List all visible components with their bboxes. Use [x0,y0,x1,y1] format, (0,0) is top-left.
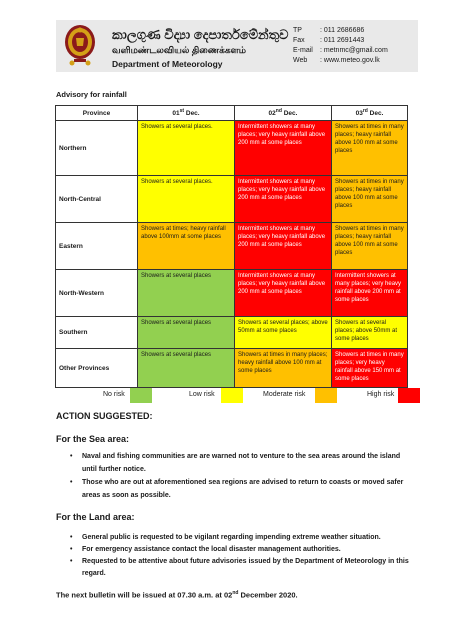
forecast-cell: Intermittent showers at many places; very heavy rainfall above 200 mm at some places [235,121,332,176]
forecast-cell: Intermittent showers at many places; very heavy rainfall above 200 mm at some places [235,223,332,270]
forecast-cell: Showers at several places. [138,121,235,176]
contact-phone: TP : 011 2686686 [293,27,365,34]
list-item: • Those who are out at aforementioned sea regions are advised to return to coasts or moved safer areas as soon as possible. [70,476,415,502]
legend-label-moderate-risk: Moderate risk [263,391,306,398]
column-header-day-3: 03rd Dec. [332,106,408,121]
province-name: North-Central [56,176,138,223]
province-name: North-Western [56,270,138,317]
table-row [56,223,408,270]
forecast-cell: Showers at times in many places; heavy rainfall above 100 mm at some places [332,223,408,270]
forecast-cell: Showers at several places [138,270,235,317]
list-item: • For emergency assistance contact the local disaster management authorities. [70,544,415,556]
forecast-cell: Showers at several places [138,349,235,388]
column-header-day-1: 01st Dec. [138,106,235,121]
legend-label-high-risk: High risk [367,391,395,398]
dept-name-tamil: வளிமண்டலவியல் திணைக்களம் [112,45,247,55]
forecast-cell: Intermittent showers at many places; very heavy rainfall above 200 mm at some places [235,270,332,317]
table-row [56,176,408,223]
table-row [56,317,408,349]
list-item: • Requested to be attentive about future advisories issued by the Department of Meteorology in this regard. [70,556,415,580]
dept-name-sinhala: කාලගුණ විද්‍යා දෙපාර්තමේන්තුව [112,27,289,42]
sri-lanka-emblem-icon [64,24,96,68]
province-name: Southern [56,317,138,349]
contact-fax: Fax : 011 2691443 [293,37,365,44]
forecast-cell: Intermittent showers at many places; very heavy rainfall above 200 mm at some places [235,176,332,223]
land-area-heading: For the Land area: [56,512,135,522]
next-bulletin-note: The next bulletin will be issued at 07.30 a.m. at 02nd December 2020. [56,590,298,600]
table-row [56,349,408,388]
forecast-cell: Showers at several places [138,317,235,349]
list-item: • Naval and fishing communities are are warned not to venture to the sea areas around the island until further notice. [70,450,415,476]
forecast-cell: Showers at times; heavy rainfall above 100mm at some places [138,223,235,270]
forecast-cell: Intermittent showers at many places; very heavy rainfall above 200 mm at some places [332,270,408,317]
forecast-cell: Showers at several places; above 50mm at some places [235,317,332,349]
legend-label-no-risk: No risk [103,391,125,398]
contact-email[interactable]: E-mail : metnmc@gmail.com [293,47,388,54]
contact-block [293,26,388,66]
province-name: Northern [56,121,138,176]
province-name: Other Provinces [56,349,138,388]
contact-web[interactable]: Web : www.meteo.gov.lk [293,57,380,64]
forecast-cell: Showers at times in many places; heavy rainfall above 100 mm at some places [332,121,408,176]
province-name: Eastern [56,223,138,270]
list-item: • General public is requested to be vigilant regarding impending extreme weather situation. [70,532,415,544]
sea-area-heading: For the Sea area: [56,434,130,444]
table-header-row [56,106,408,121]
forecast-cell: Showers at times in many places; heavy rainfall above 100 mm at some places [235,349,332,388]
legend-swatch-low-risk [221,388,243,403]
dept-name-english: Department of Meteorology [112,59,223,69]
table-row [56,121,408,176]
action-heading: ACTION SUGGESTED: [56,411,153,421]
column-header-province: Province [56,106,138,121]
forecast-cell: Showers at several places; above 50mm at some places [332,317,408,349]
legend-swatch-high-risk [398,388,420,403]
forecast-cell: Showers at times in many places; very heavy rainfall above 150 mm at some places [332,349,408,388]
sea-advice-list [70,450,415,502]
legend-label-low-risk: Low risk [189,391,215,398]
land-advice-list [70,532,415,580]
table-row [56,270,408,317]
forecast-cell: Showers at several places. [138,176,235,223]
legend-swatch-no-risk [130,388,152,403]
forecast-cell: Showers at times in many places; heavy rainfall above 100 mm at some places [332,176,408,223]
legend-swatch-moderate-risk [315,388,337,403]
column-header-day-2: 02nd Dec. [235,106,332,121]
advisory-title: Advisory for rainfall [56,90,127,99]
rainfall-advisory-table [55,105,408,388]
